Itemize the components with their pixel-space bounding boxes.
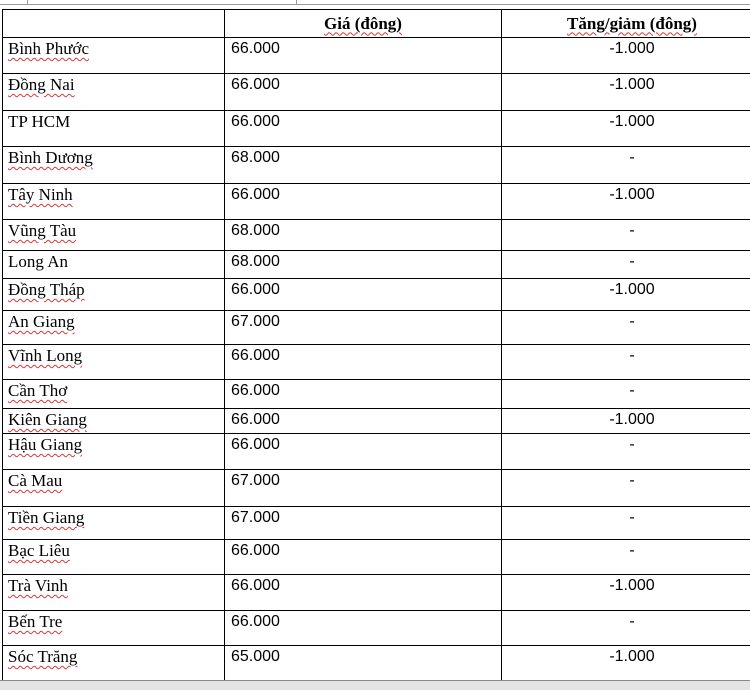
- province-name: Trà Vinh: [8, 576, 68, 595]
- price-cell: 66.000: [225, 540, 502, 575]
- table-row: [3, 184, 750, 220]
- header-row: [3, 10, 750, 38]
- price-cell: 66.000: [225, 434, 502, 470]
- price-cell: 68.000: [225, 147, 502, 184]
- change-cell: -1.000: [502, 575, 750, 611]
- change-cell: -: [502, 311, 750, 345]
- province-name: Bình Dương: [8, 148, 93, 167]
- price-cell: 67.000: [225, 507, 502, 540]
- province-name: Bình Phước: [8, 39, 89, 58]
- change-cell: -1.000: [502, 409, 750, 434]
- table-row: [3, 507, 750, 540]
- change-cell: -1.000: [502, 74, 750, 111]
- province-cell: [3, 251, 225, 279]
- table-row: [3, 311, 750, 345]
- province-name: Vũng Tàu: [8, 221, 76, 240]
- ruler-tick: [27, 0, 28, 4]
- table-row: [3, 345, 750, 380]
- table-row: [3, 575, 750, 611]
- price-cell: 68.000: [225, 220, 502, 251]
- province-name: Đồng Tháp: [8, 280, 85, 299]
- table-row: [3, 279, 750, 311]
- province-cell: [3, 311, 225, 345]
- province-cell: [3, 646, 225, 682]
- price-cell: 66.000: [225, 380, 502, 409]
- price-cell: 66.000: [225, 611, 502, 646]
- change-cell: -1.000: [502, 184, 750, 220]
- province-cell: [3, 434, 225, 470]
- province-name: Long An: [8, 252, 68, 271]
- price-cell: 66.000: [225, 38, 502, 74]
- table-row: [3, 147, 750, 184]
- province-cell: [3, 611, 225, 646]
- table-row: [3, 380, 750, 409]
- table-row: [3, 646, 750, 682]
- header-province: [3, 10, 225, 38]
- price-cell: 66.000: [225, 345, 502, 380]
- province-name: Cần Thơ: [8, 381, 67, 400]
- province-cell: [3, 111, 225, 147]
- price-cell: 66.000: [225, 279, 502, 311]
- province-cell: [3, 380, 225, 409]
- price-cell: 66.000: [225, 409, 502, 434]
- table-row: [3, 470, 750, 507]
- province-name: Vĩnh Long: [8, 346, 82, 365]
- price-table: [2, 9, 750, 682]
- change-cell: -: [502, 611, 750, 646]
- province-name: Tiền Giang: [8, 508, 84, 527]
- table-row: [3, 38, 750, 74]
- change-cell: -: [502, 380, 750, 409]
- header-price: Giá (đông): [225, 10, 502, 38]
- province-cell: [3, 409, 225, 434]
- change-cell: -: [502, 470, 750, 507]
- table-row: [3, 74, 750, 111]
- price-cell: 67.000: [225, 311, 502, 345]
- table-row: [3, 540, 750, 575]
- price-cell: 66.000: [225, 74, 502, 111]
- change-cell: -: [502, 345, 750, 380]
- province-name: TP HCM: [8, 112, 70, 131]
- province-name: Sóc Trăng: [8, 647, 77, 666]
- table-row: [3, 111, 750, 147]
- province-cell: [3, 345, 225, 380]
- price-cell: 65.000: [225, 646, 502, 682]
- price-cell: 68.000: [225, 251, 502, 279]
- province-cell: [3, 575, 225, 611]
- province-cell: [3, 540, 225, 575]
- change-cell: -1.000: [502, 279, 750, 311]
- province-cell: [3, 470, 225, 507]
- province-cell: [3, 74, 225, 111]
- table-row: [3, 251, 750, 279]
- province-name: Bạc Liêu: [8, 541, 70, 560]
- change-cell: -1.000: [502, 38, 750, 74]
- province-name: An Giang: [8, 312, 75, 331]
- price-cell: 67.000: [225, 470, 502, 507]
- table-row: [3, 220, 750, 251]
- change-cell: -: [502, 220, 750, 251]
- price-cell: 66.000: [225, 184, 502, 220]
- province-cell: [3, 279, 225, 311]
- table-row: [3, 611, 750, 646]
- change-cell: -: [502, 507, 750, 540]
- province-name: Đồng Nai: [8, 75, 75, 94]
- table-row: [3, 409, 750, 434]
- province-cell: [3, 507, 225, 540]
- province-name: Hậu Giang: [8, 435, 82, 454]
- change-cell: -: [502, 147, 750, 184]
- change-cell: -: [502, 251, 750, 279]
- province-name: Tây Ninh: [8, 185, 73, 204]
- province-cell: [3, 220, 225, 251]
- province-name: Bến Tre: [8, 612, 62, 631]
- top-ruler: [0, 0, 750, 5]
- province-name: Cà Mau: [8, 471, 62, 490]
- change-cell: -1.000: [502, 646, 750, 682]
- province-cell: [3, 38, 225, 74]
- province-cell: [3, 147, 225, 184]
- price-cell: 66.000: [225, 111, 502, 147]
- change-cell: -1.000: [502, 111, 750, 147]
- province-name: Kiên Giang: [8, 410, 87, 429]
- ruler-tick: [296, 0, 297, 4]
- price-cell: 66.000: [225, 575, 502, 611]
- header-change: Tăng/giảm (đông): [502, 10, 750, 38]
- province-cell: [3, 184, 225, 220]
- change-cell: -: [502, 434, 750, 470]
- table-row: [3, 434, 750, 470]
- change-cell: -: [502, 540, 750, 575]
